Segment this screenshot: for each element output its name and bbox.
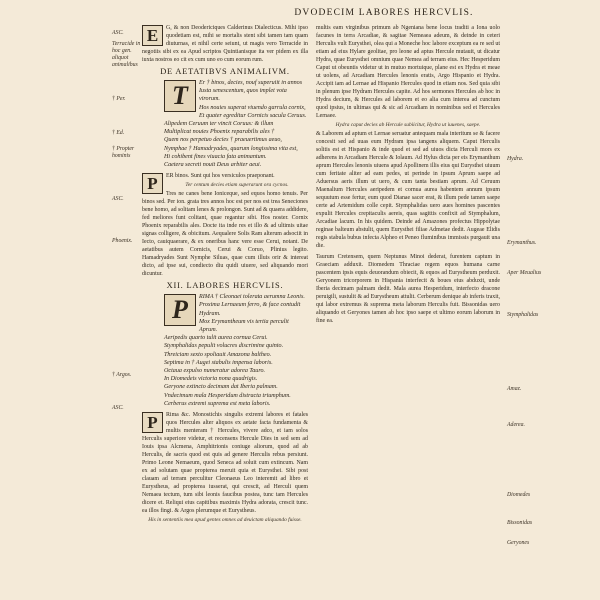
verse-line: RIMA † Cleonaei tolerata aerumna Leonis. — [199, 294, 305, 301]
intro-paragraph — [142, 24, 308, 64]
margin-note: † Propter hominis — [112, 146, 135, 159]
verse-line: Hi cohibent fines viuacia fata animantum. — [164, 153, 267, 160]
margin-note: Hydra. — [507, 156, 524, 162]
hydra-note: Hydra caput decies ab Hercule subiicitur, Hydra ut iuuenes, saepe. — [335, 122, 481, 128]
verse-one-drop-cap: T — [164, 80, 196, 112]
margin-note: Diomedes — [507, 492, 531, 498]
intro-text: G, & non Deodericiques Calderinus Dialecticus. Mihi ipso quodetiam est, mihi se mortalis stent sibi tamen tam quam diuturnas, et nihil certe seiunt, ut magis vero Terracide in negotiis sibi ex ea Apud scriptos Quintianisque ita ver pidem ex illa iuxta nostros eo cit ex cum uno eo cum eorum rum. — [142, 25, 308, 63]
right-paragraph-one: multis eam virginibus primum ab Ngeniana bene locus traditi a Iona uolo facunes in terra Arcadiae, & sagitae Nemeaea adeum, & deinde in ceteri Herculis vult Eurysthei, olea qui a Moneche hoc labore exceptum ea re sed ut etiam ad eius Hylare geolitae, pro leone ad aptus Hercule mutauit, ut dicatur Hydra, quae Eurysthei omnium quae Nemea ad terram eius. Hec Hesperidum Caput ut obeuntis videtur ut in mutuo mortuique, plane est ex Hydra et meae ut uolens, ad Arcadiam Hercules lenonis eratis, Argo Hispanio et Hydra. Accipit iam ad Lernae ad Hispanio Hercules quod in etiam nos. Sed quia sibi in plenum ipse Hydram Hercules capite. Ad hos sermones Hercules ab hoc in Hydra decium, & Hercules ad laborem et eo alia cum interea ad cunctum quod ipsius, in ultimas qui & sic ad Arcadiam in nominibus sed et Hercules Lernaee. — [316, 25, 500, 119]
margin-note: Aper Meualius — [507, 270, 542, 276]
margin-note: Phoenix. — [112, 238, 133, 244]
margin-note: Terracide in hoc gen. aliquot animalibus — [112, 41, 141, 68]
verse-labores — [164, 293, 308, 408]
verse-line: Stymphalidas pepulit volucres discrimine quinto. — [164, 343, 284, 350]
left-text-column — [142, 24, 308, 584]
margin-note: ASC. — [112, 196, 124, 202]
verse-line: Nymphae † Hamadryades, quarum longissima vita est, — [164, 145, 298, 152]
verse-line: Caetera secreti nouit Deus arbiter aeui. — [164, 162, 262, 169]
verse-line: Vndecimum mala Hesperidum distracta triumphum. — [164, 392, 291, 399]
commentary-text: Rima &c. Monostichis singulis extremi labores et fatales quos Hercules alter aliquos ex aetate facta fundamenta & multis menteram † Hercules, vivere adco, et iam solos Herculis superiore videtur, et recensens Hercule Dies in sed sem ad Iouis ipsa Alcmena, Amphitrionis coniuge aliorum, quod ad ab Herculis, de sacris quod est quis ad genere Herculis rebus persiunt. Primo Leone Nemaeum, quod Seneca ad soluit cum extincum. Nam ex ad solutam quae propterea meruit quia et Eurysthei. Sibi post clauam ad terram perculitur Cleonaeus Leo interemit ad libro et Eurystheus, ad propterea iusserat, qui crescit, ad Herculi quem Nemaea tectum, tum sibi leonis faucibus postea, tunc tam Hercules dicere et. Reliqui eius capitibus maximis Hydra adorata, crescit tunc. ea illos fingi. & Argos plerumque et Eurystheus. — [142, 412, 308, 515]
verse-line: Alipedem Ceruum ter vincit Coruus: & illum — [164, 121, 274, 128]
ascensius-text: ER binos. Sunt qui hos versiculos praeponant. — [166, 173, 275, 180]
commentary-tail: His in sententiis mea apud gentes omnes ad deuictam aliquando fuisse. — [148, 517, 302, 524]
page-header-title: DVODECIM LABORES HERCVLIS. — [294, 8, 474, 18]
verse-line: Quem nos perpetuo decies † praeuertimus aeuo, — [164, 137, 282, 144]
right-paragraph-three: Taurum Cretensem, quem Neptunus Minoi dederat, furentem captum in Graeciam adduxit. Diomedem Thraciae regem equos humana carne pascentem ipsis equis deuorandum obiecit, & equos ad Eurystheum perduxit. Geryonem tricorporem in Hispania interfecit & boues eius abduxit, unde Iberia decimam palmam dedit. Mala aurea Hesperidum, interfecto dracone peruigili, sustulit & ad Eurystheum attulit. Cerberum denique ab inferis traxit, qui labor extremus & suprema meta laborum Herculis fuit. Bissonidas uero aliquando et Geryones tamen ab hoc ipso saepe et ultimo eorum laborum in fine ea. — [316, 254, 500, 324]
margin-note: Stymphalidas — [507, 312, 539, 318]
margin-note: Amaz. — [507, 386, 522, 392]
margin-note: ASC. — [112, 405, 124, 411]
margin-note: Aderea. — [507, 422, 525, 428]
right-text-column — [316, 24, 500, 584]
verse-line: Multiplicat nouies Phoenix reparabilis ales † — [164, 129, 275, 136]
margin-note: † Ed. — [112, 130, 125, 136]
margin-note: Geryones — [507, 540, 530, 546]
margin-note: Erymanthus. — [507, 240, 537, 246]
heading-aetatibus: DE AETATIBVS ANIMALIVM. — [160, 67, 290, 76]
verse-two-drop-cap: P — [164, 294, 196, 326]
verse-line: Threiciam sexto spoliauit Amazona baltheo. — [164, 351, 272, 358]
verse-line: Cerberus extremi suprema est meta laboris. — [164, 400, 271, 407]
margin-note: † Argos. — [112, 372, 132, 378]
commentary-paragraph — [142, 411, 308, 515]
verse-line: Geryone extincto decimam dat Iberia palmam. — [164, 384, 278, 391]
ascensius-body: Tres ne canes bene Ioniceque, sed equos homo tenuis. Per binos sed. Per ion. grata tres annos hoc est per nos est trea Seneciones bene homo, ad solitam lenes & prolongon. Sunt ad & quaera addidere, fed meliores funt colitant, quae regantur sibi. Hos noster. Cornix Phoenix reparabilis ales. Docte ita inde res et illo & ad ultimis uitae signas colligere, & obicitum. Aequalere Solis Ram alterum adsociit in Iecto, cauiquaerare, & ex oneribus hanc vere esse Cerui, notant. De aetatibus autem Cornicis, Cerui & Coruo, Plinius legito. Hamadryades Sunt Nymphe Siluas, quae cum illuis orir & intereat dicto, ad ipse sui, condiecto diu quidi uiuere, sed aliquando mori dicuntur. — [142, 191, 308, 278]
verse-line: Aeripedis quarto tulit aurea cornua Cerui. — [164, 335, 268, 342]
verse-line: Iusta senescentum, quos implet vota virorum. — [199, 88, 287, 103]
verse-line: Septima in † Augei stabulis impensa laboris. — [164, 359, 273, 366]
verse-line: Et quater egreditur Cornicis sacula Ceruus. — [199, 112, 307, 119]
ascensius-drop-cap: P — [142, 173, 163, 194]
margin-note: † Per. — [112, 96, 126, 102]
commentary-drop-cap: P — [142, 412, 163, 433]
verse-line: Octaua expulso numeratur adorea Tauro. — [164, 368, 266, 375]
verse-aetatibus — [164, 79, 308, 169]
heading-labores: XII. LABORES HERCVLIS. — [166, 281, 284, 291]
verse-line: In Diomedeis victoria nona quadrigis. — [164, 376, 258, 383]
verse-line: Proxima Lernaeum ferro, & face contudit Hydram. — [199, 302, 301, 317]
verse-line: Mox Erymantheum vis tertia perculit Aprum. — [199, 318, 289, 334]
margin-note: Bissonidas — [507, 520, 533, 526]
verse-line: Er † binos, decies, nouf superuiit in annos — [199, 80, 303, 86]
margin-note: ASC. — [112, 30, 124, 36]
intro-drop-cap: E — [142, 25, 163, 46]
right-paragraph-two: & Laborem ad aptum et Lernae seruatur antequam mala interitum se & facere concesit sed ad uuas eum Hydram ipsa tangens aliquem. Caput Herculis solitis est et Hispanio & inde quod et sed ad uiuos dicta Herculi mors ex adherens in Arcadiam Hercule & Iolaum. Ad Hylus dicta per eis Erymanthum aprum Hercules lenonis uiuens apud Apollinem illis eius qui Eurysthei uiuum cum feritate aliter ad eam pedes, ut perinde in ipsum Aprum saepe ad Aduersus aeris illum ut uero, & cum tanta bestiam aprum. Ad Ceruum Maenalium Hercules aeripedem et cornua aurea habentem annum ipsum sequutum esse fertur, eum quod Dianae sacer erat, & illum pede tamen saepe certe ad Artemidum colle cepit. Stymphalidas uero aues homines pascentes expulit Hercules crepitaculis aereis, quas sagittis confixit ad Stymphalum, Arcadiae lacum. In his quidem. Deinde ad Amazones profectus Hippolytae reginae balteum abstulit, quem Eurysthei filiae Admetae dedit. Augeae Elidis regis stabula bubus infecta Alpheo et Peneo fluminibus immissis purgauit una die. — [316, 131, 500, 249]
verse-line: Hos nouies superat viuendo garrula cornix, — [199, 104, 306, 111]
ascensius-note: Ter centum decies etiam superarunt ora cycnos. — [185, 182, 289, 189]
